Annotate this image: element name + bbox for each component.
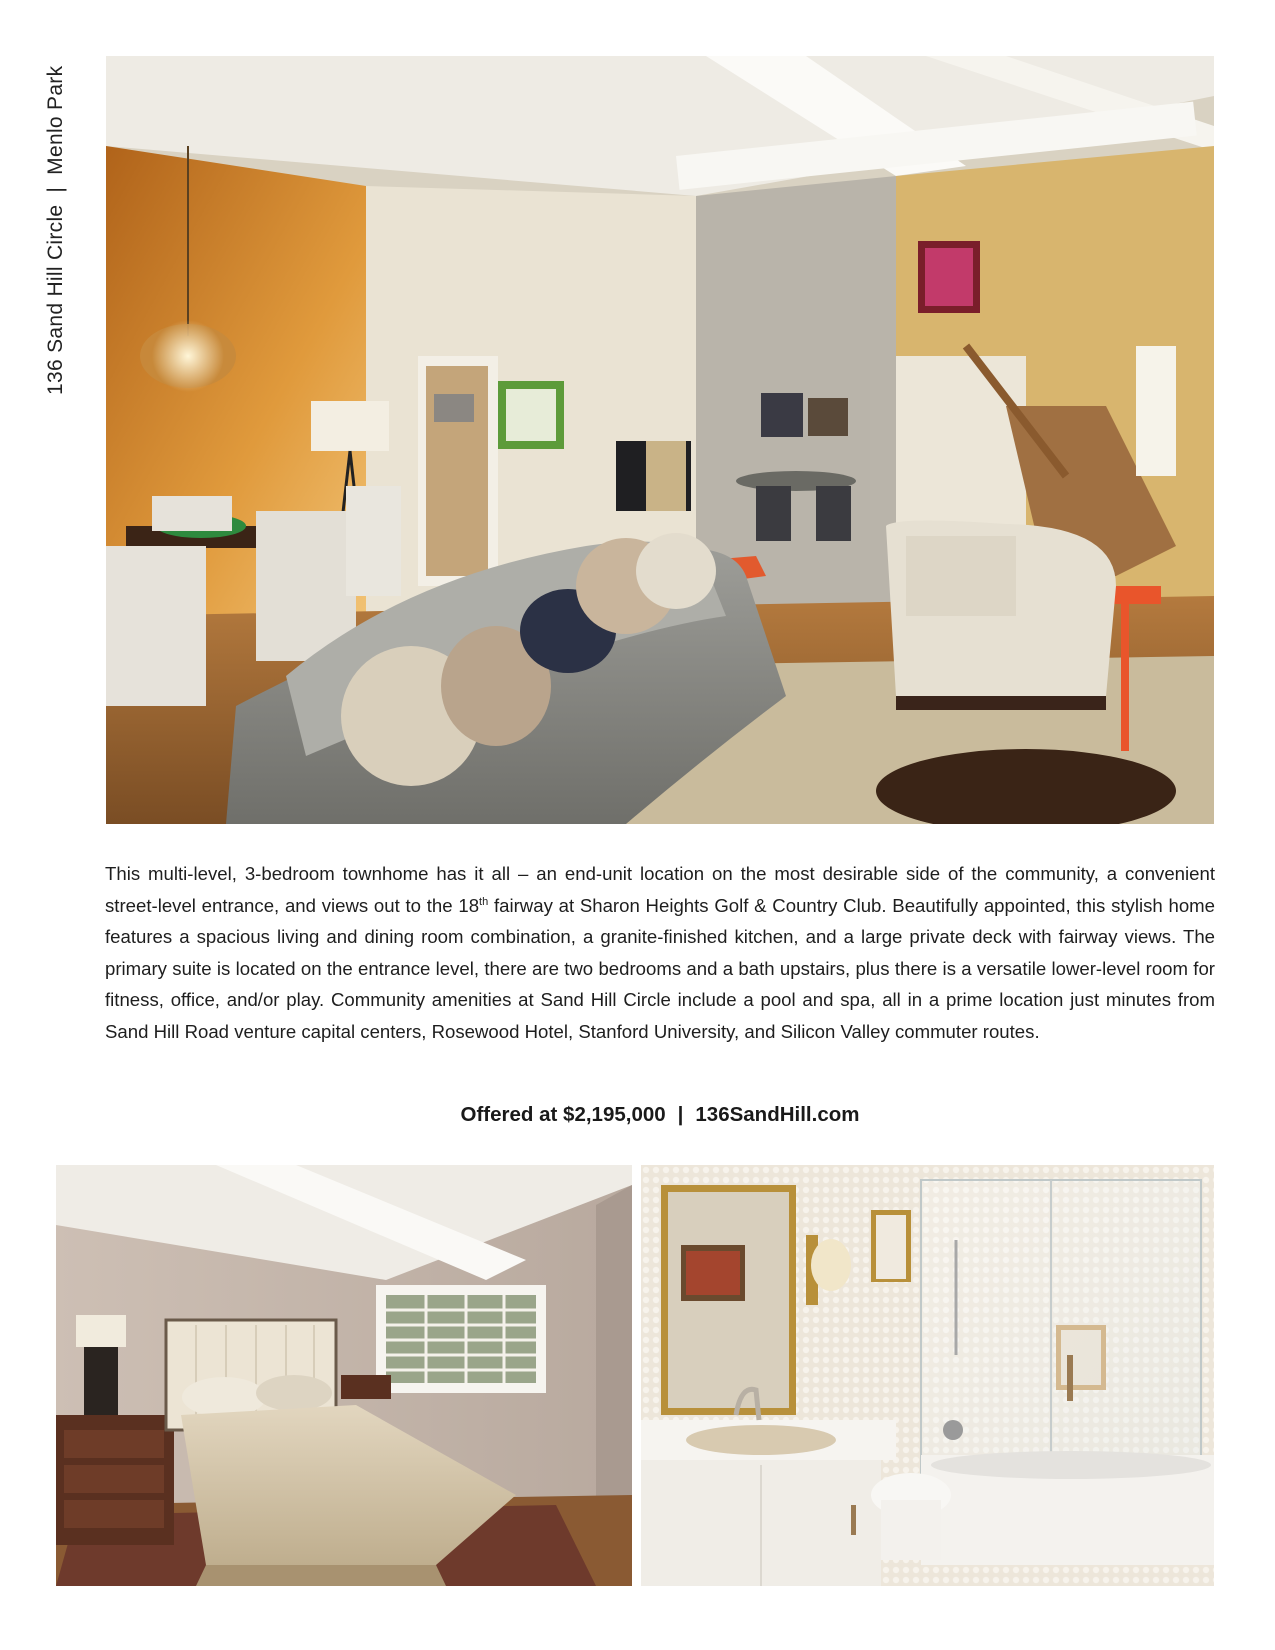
- bedroom-photo: [56, 1165, 632, 1586]
- bedroom-illustration: [56, 1165, 632, 1586]
- vertical-address-label: [44, 66, 68, 395]
- living-room-illustration: [106, 56, 1214, 824]
- address-separator: |: [44, 186, 67, 193]
- address-text: 136 Sand Hill Circle: [44, 204, 67, 395]
- bathroom-photo: [641, 1165, 1214, 1586]
- description-text-part2: fairway at Sharon Heights Golf & Country Club. Beautifully appointed, this stylish home features a spacious living and dining room combination, a granite-finished kitchen, and a large private deck with fairway views. The primary suite is located on the entrance level, there are two bedrooms and a bath upstairs, plus there is a versatile lower-level room for fitness, office, and/or play. Community amenities at Sand Hill Circle include a pool and spa, all in a prime location just minutes from Sand Hill Road venture capital centers, Rosewood Hotel, Stanford University, and Silicon Valley commuter routes.: [105, 894, 1215, 1042]
- offer-separator: |: [677, 1103, 684, 1126]
- offer-line: [105, 1103, 1215, 1127]
- bathroom-illustration: [641, 1165, 1214, 1586]
- property-description: [105, 858, 1215, 1047]
- living-room-photo: [106, 56, 1214, 824]
- description-superscript: th: [479, 895, 489, 908]
- city-text: Menlo Park: [44, 65, 67, 175]
- description-text-part1: This multi-level, 3-bedroom townhome has it all – an end-unit location on the most desirable side of the community, a convenient street-level entrance, and views out to the 18: [105, 863, 1215, 916]
- offer-price: Offered at $2,195,000: [460, 1103, 666, 1126]
- website-text: 136SandHill.com: [695, 1103, 860, 1126]
